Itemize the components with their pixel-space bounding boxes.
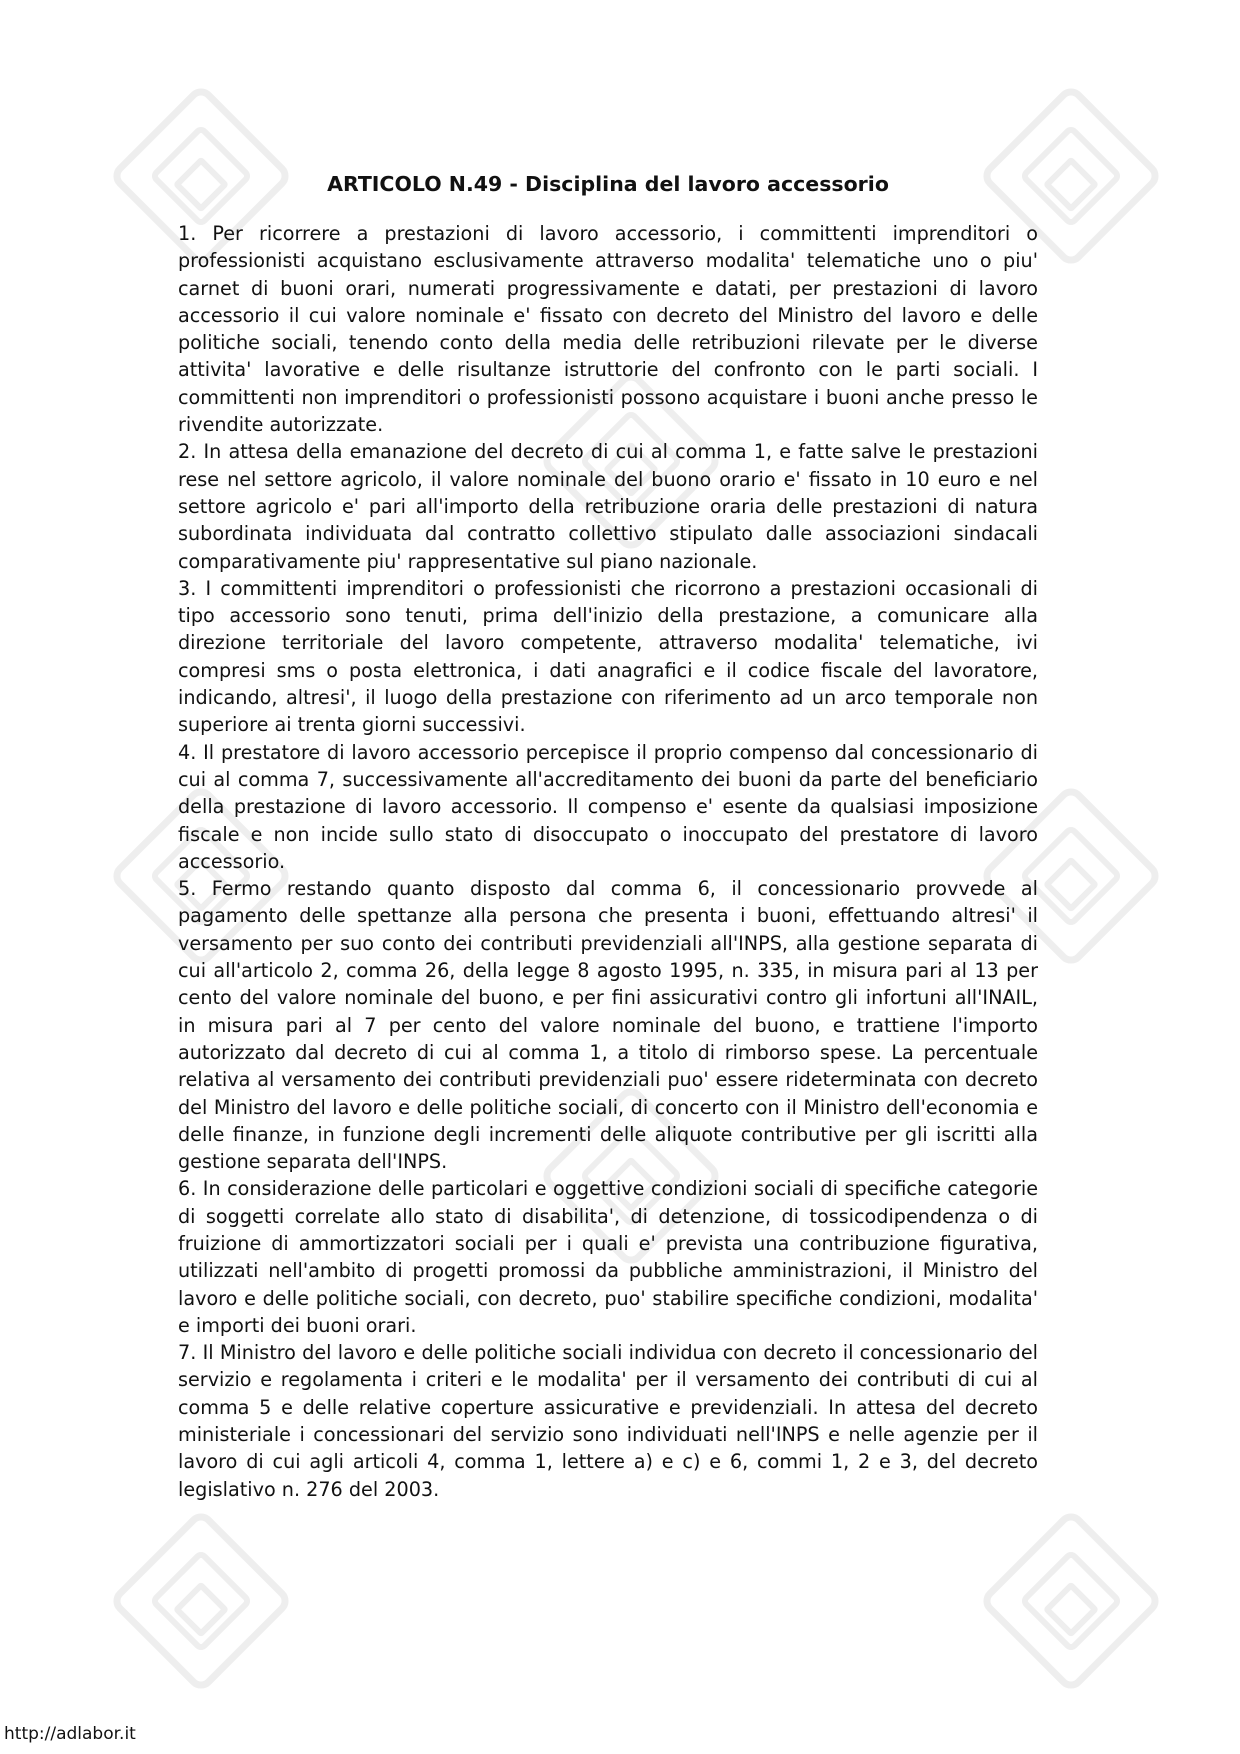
- paragraph-7: 7. Il Ministro del lavoro e delle politiche sociali individua con decreto il concessionario del servizio e regolamenta i criteri e le modalita' per il versamento dei contributi di cui al comma 5 e delle relative coperture assicurative e previdenziali. In attesa del decreto ministeriale i concessionari del servizio sono individuati nell'INPS e nelle agenzie per il lavoro di cui agli articoli 4, comma 1, lettere a) e c) e 6, commi 1, 2 e 3, del decreto legislativo n. 276 del 2003.: [178, 1341, 1038, 1501]
- paragraph-4: 4. Il prestatore di lavoro accessorio percepisce il proprio compenso dal concessionario di cui al comma 7, successivamente all'accreditamento dei buoni da parte del beneficiario della prestazione di lavoro accessorio. Il compenso e' esente da qualsiasi imposizione fiscale e non incide sullo stato di disoccupato o inoccupato del prestatore di lavoro accessorio.: [178, 740, 1038, 873]
- paragraph-3: 3. I committenti imprenditori o professionisti che ricorrono a prestazioni occasionali di tipo accessorio sono tenuti, prima dell'inizio della prestazione, a comunicare alla direzione territoriale del lavoro competente, attraverso modalita' telematiche, ivi compresi sms o posta elettronica, i dati anagrafici e il codice fiscale del lavoratore, indicando, altresi', il luogo della prestazione con riferimento ad un arco temporale non superiore ai trenta giorni successivi.: [178, 576, 1038, 737]
- watermark-logo-icon: [108, 1508, 295, 1695]
- document-body: [178, 172, 1038, 1503]
- paragraph-6: 6. In considerazione delle particolari e oggettive condizioni sociali di specifiche categorie di soggetti correlate allo stato di disabilita', di detenzione, di tossicodipendenza o di fruizione di ammortizzatori sociali per i quali e' prevista una contribuzione figurativa, utilizzati nell'ambito di progetti promossi da pubbliche amministrazioni, il Ministro del lavoro e delle politiche sociali, con decreto, puo' stabilire specifiche condizioni, modalita' e importi dei buoni orari.: [178, 1177, 1038, 1337]
- paragraph-5: 5. Fermo restando quanto disposto dal comma 6, il concessionario provvede al pagamento delle spettanze alla persona che presenta i buoni, effettuando altresi' il versamento per suo conto dei contributi previdenziali all'INPS, alla gestione separata di cui all'articolo 2, comma 26, della legge 8 agosto 1995, n. 335, in misura pari al 13 per cento del valore nominale del buono, e per fini assicurativi contro gli infortuni all'INAIL, in misura pari al 7 per cento del valore nominale del buono, e trattiene l'importo autorizzato dal decreto di cui al comma 1, a titolo di rimborso spese. La percentuale relativa al versamento dei contributi previdenziali puo' essere rideterminata con decreto del Ministro del lavoro e delle politiche sociali, di concerto con il Ministro dell'economia e delle finanze, in funzione degli incrementi delle aliquote contributive per gli iscritti alla gestione separata dell'INPS.: [178, 877, 1038, 1174]
- paragraph-2: 2. In attesa della emanazione del decreto di cui al comma 1, e fatte salve le prestazioni rese nel settore agricolo, il valore nominale del buono orario e' fissato in 10 euro e nel settore agricolo e' pari all'importo della retribuzione oraria delle prestazioni di natura subordinata individuata dal contratto collettivo stipulato dalle associazioni sindacali comparativamente piu' rappresentative sul piano nazionale.: [178, 440, 1038, 573]
- paragraph-1: 1. Per ricorrere a prestazioni di lavoro accessorio, i committenti imprenditori o professionisti acquistano esclusivamente attraverso modalita' telematiche uno o piu' carnet di buoni orari, numerati progressivamente e datati, per prestazioni di lavoro accessorio il cui valore nominale e' fissato con decreto del Ministro del lavoro e delle politiche sociali, tenendo conto della media delle retribuzioni rilevate per le diverse attivita' lavorative e delle risultanze istruttorie del confronto con le parti sociali. I committenti non imprenditori o professionisti possono acquistare i buoni anche presso le rivendite autorizzate.: [178, 222, 1038, 437]
- watermark-logo-icon: [978, 1508, 1165, 1695]
- footer-url[interactable]: http://adlabor.it: [4, 1724, 136, 1744]
- document-title: ARTICOLO N.49 - Disciplina del lavoro accessorio: [327, 172, 889, 196]
